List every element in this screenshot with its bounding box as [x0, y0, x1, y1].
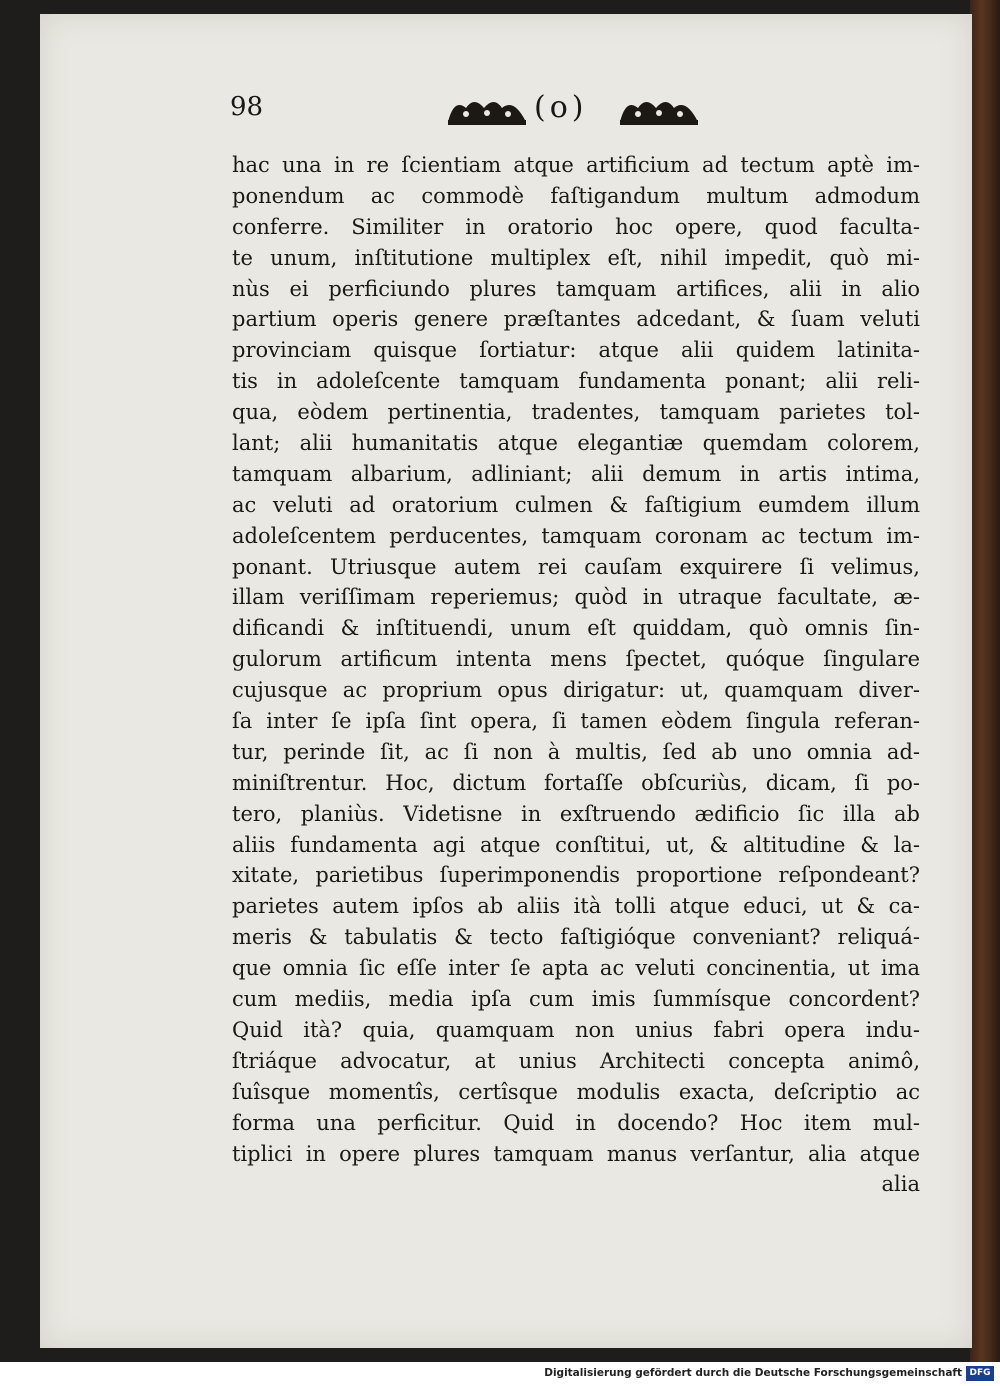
header-mark: (o) — [534, 90, 588, 125]
text-line: illam veriſſimam reperiemus; quòd in utraque facultate, æ- — [232, 585, 920, 610]
text-line: tamquam albarium, adliniant; alii demum in artis intima, — [232, 461, 920, 486]
text-line: dificandi & inſtituendi, unum eſt quiddam, quò omnis ſin- — [232, 616, 920, 641]
text-line: miniſtrentur. Hoc, dictum fortaſſe obſcuriùs, dicam, ſi po- — [232, 770, 920, 795]
text-line: parietes autem ipſos ab aliis ità tolli atque educi, ut & ca- — [232, 894, 920, 919]
body-text — [232, 150, 920, 1200]
text-line: gulorum artificum intenta mens ſpectet, quóque ſingulare — [232, 647, 920, 672]
text-line: conferre. Similiter in oratorio hoc opere, quod faculta- — [232, 214, 920, 239]
text-line: partium operis genere præſtantes adcedant, & ſuam veluti — [232, 307, 920, 332]
text-line: ac veluti ad oratorium culmen & faſtigium eumdem illum — [232, 492, 920, 517]
page-number: 98 — [230, 92, 264, 122]
text-line: adoleſcentem perducentes, tamquam coronam ac tectum im- — [232, 523, 920, 548]
text-line: lant; alii humanitatis atque elegantiæ quemdam colorem, — [232, 431, 920, 456]
ornament-left-icon — [444, 94, 530, 128]
text-line: ponendum ac commodè faſtigandum multum admodum — [232, 183, 920, 208]
text-line: provinciam quisque ſortiatur: atque alii quidem latinita- — [232, 338, 920, 363]
text-line: Quid ità? quia, quamquam non unius fabri opera indu- — [232, 1017, 920, 1042]
text-line: tur, perinde ſit, ac ſi non à multis, ſed ab uno omnia ad- — [232, 739, 920, 764]
text-line: te unum, inſtitutione multiplex eſt, nihil impedit, quò mi- — [232, 245, 920, 270]
text-line: cujusque ac proprium opus dirigatur: ut, quamquam diver- — [232, 678, 920, 703]
text-line: tis in adoleſcente tamquam fundamenta ponant; alii reli- — [232, 369, 920, 394]
text-line: hac una in re ſcientiam atque artificium ad tectum aptè im- — [232, 153, 920, 177]
text-line: tero, planiùs. Videtisne in exſtruendo ædificio ſic illa ab — [232, 801, 920, 826]
dfg-logo-icon: DFG — [966, 1366, 994, 1381]
text-line: nùs ei perficiundo plures tamquam artifices, alii in alio — [232, 276, 920, 301]
ornament-right-icon — [616, 94, 702, 128]
digitization-footer — [0, 1362, 1000, 1386]
text-line: ſa inter ſe ipſa ſint opera, ſi tamen eòdem ſingula referan- — [232, 709, 920, 734]
text-line: que omnia ſic eſſe inter ſe apta ac veluti concinentia, ut ima — [232, 956, 920, 981]
text-line: ſtriáque advocatur, at unius Architecti concepta animô, — [232, 1048, 920, 1073]
text-line: qua, eòdem pertinentia, tradentes, tamquam parietes tol- — [232, 400, 920, 425]
book-edge — [970, 0, 1000, 1362]
footer-credit: Digitalisierung gefördert durch die Deutsche Forschungsgemeinschaft — [544, 1367, 962, 1379]
text-line: tiplici in opere plures tamquam manus verſantur, alia atque — [232, 1141, 920, 1166]
text-line: ponant. Utriusque autem rei cauſam exquirere ſi velimus, — [232, 554, 920, 579]
text-line: ſuîsque momentîs, certîsque modulis exacta, deſcriptio ac — [232, 1079, 920, 1104]
text-line: forma una perficitur. Quid in docendo? Hoc item mul- — [232, 1110, 920, 1135]
page-header — [230, 92, 920, 142]
text-line: xitate, parietibus ſuperimponendis proportione reſpondeant? — [232, 863, 920, 888]
text-line: cum mediis, media ipſa cum imis ſummísque concordent? — [232, 987, 920, 1012]
catchword: alia — [881, 1172, 920, 1197]
text-line: meris & tabulatis & tecto faſtigióque conveniant? reliquá- — [232, 925, 920, 950]
text-line: aliis fundamenta agi atque conſtitui, ut, & altitudine & la- — [232, 832, 920, 857]
